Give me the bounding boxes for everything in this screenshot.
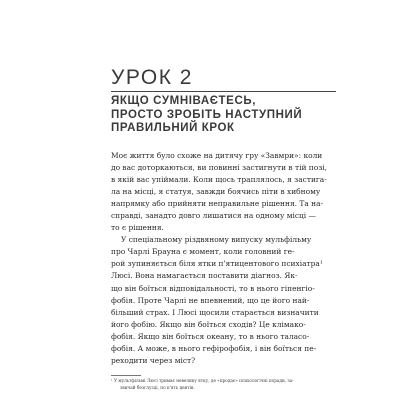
body-line: фобія. Проте Чарлі не впевнений, що це його най-	[111, 295, 310, 305]
body-line: в якій вас упіймали. Коли щось траплялось, я застига-	[111, 175, 327, 185]
body-line: то є рішення.	[111, 223, 164, 233]
lesson-title: УРОК 2	[111, 66, 193, 89]
body-line: до вас доторкаються, ви повинні застигнути в тій позі,	[111, 163, 328, 173]
subtitle-line: ЯКЩО СУМНІВАЄТЕСЬ,	[111, 95, 257, 107]
body-line: більший страх. І Люсі щосили старається визначити	[111, 307, 319, 317]
body-line: ла на місці, я статуя, завжди боячись піти в хибному	[111, 187, 321, 197]
body-line: У спеціальному різдвяному випуску мульфільму	[121, 235, 312, 245]
body-line: рой зупиняється біля ятки п'ятицентового психіатра¹	[111, 259, 323, 269]
body-line: фобія. А може, в нього гефірофобія, і він боїться пе-	[111, 343, 317, 353]
footnote-divider	[111, 375, 141, 376]
lesson-subtitle	[111, 95, 302, 136]
subtitle-line: ПРОСТО ЗРОБІТЬ НАСТУПНИЙ	[111, 108, 303, 121]
title-divider	[111, 91, 336, 92]
body-line: справді, занадто довго лишатися на одному місці —	[111, 211, 316, 221]
body-line: напрямку або прийняти неправильне рішення. Та на-	[111, 199, 324, 209]
body-line: реходити через міст?	[111, 355, 196, 365]
body-text	[111, 150, 339, 367]
footnote-line: ¹ У мультфільмі Люсі тримає невелику ятку, де «продає» психологічні поради, за-	[111, 378, 294, 383]
body-line: фобія. Якщо він боїться океану, то в нього таласо-	[111, 331, 310, 341]
footnote-line: звичай безглузді, по п'ять центів.	[120, 384, 195, 390]
body-line: про Чарлі Брауна є момент, коли головний ге-	[111, 247, 295, 257]
subtitle-line: ПРАВИЛЬНИЙ КРОК	[111, 122, 235, 134]
body-line: Моє життя було схоже на дитячу гру «Завмри»: коли	[111, 151, 323, 160]
body-line: його фобію. Якщо він боїться сходів? Це клімако-	[111, 319, 306, 329]
body-line: Люсі. Вона намагається поставити діагноз. Як-	[111, 271, 298, 281]
footnote	[111, 378, 341, 391]
body-line: що він боїться відповідальності, то в нього гіпенгіо-	[111, 283, 315, 293]
